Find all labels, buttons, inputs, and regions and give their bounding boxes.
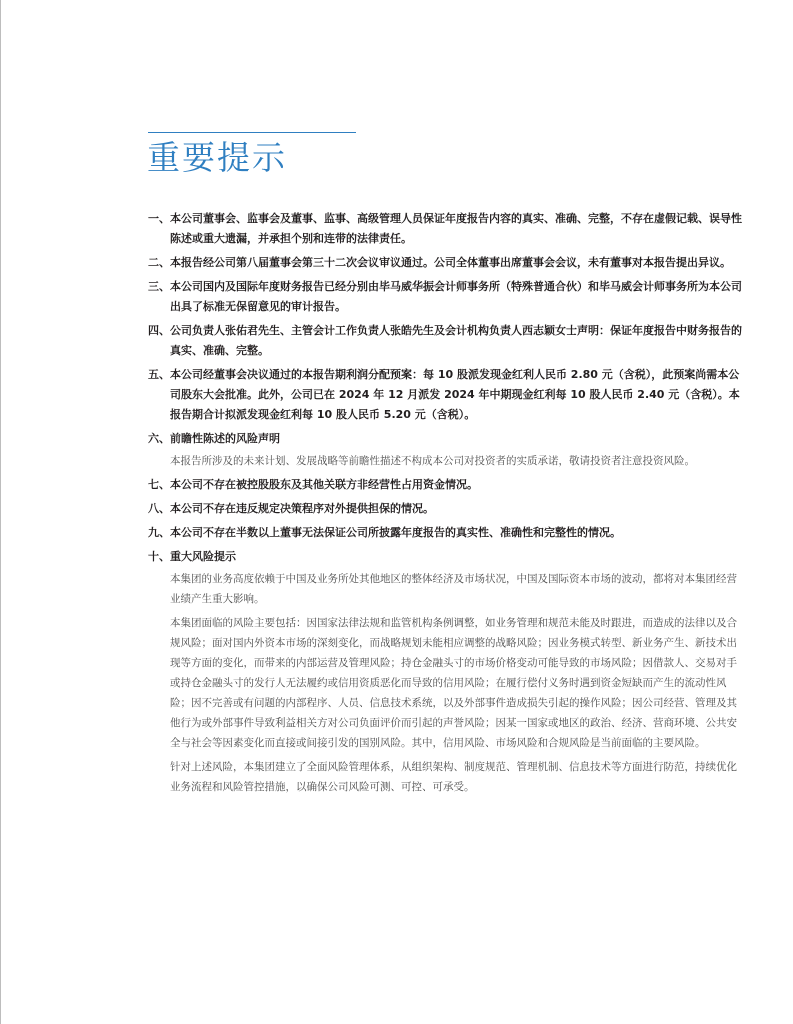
notice-item-2 bbox=[148, 253, 742, 273]
risk-paragraph: 本集团的业务高度依赖于中国及业务所处其他地区的整体经济及市场状况，中国及国际资本市场的波动，都将对本集团经营业绩产生重大影响。 bbox=[170, 573, 737, 605]
section-heading: 重大风险提示 bbox=[170, 550, 236, 563]
item-number: 四、 bbox=[148, 324, 170, 337]
notice-item-3 bbox=[148, 277, 742, 317]
item-text: 本公司不存在被控股股东及其他关联方非经营性占用资金情况。 bbox=[170, 478, 478, 491]
item-text: 本报告经公司第八届董事会第三十二次会议审议通过。公司全体董事出席董事会会议，未有董事对本报告提出异议。 bbox=[170, 256, 731, 269]
item-number: 八、 bbox=[148, 502, 170, 515]
page-title: 重要提示 bbox=[147, 138, 287, 177]
item-number: 五、 bbox=[148, 368, 170, 381]
notice-item-9 bbox=[148, 523, 742, 543]
risk-paragraph: 针对上述风险，本集团建立了全面风险管理体系，从组织架构、制度规范、管理机制、信息技术等方面进行防范，持续优化业务流程和风险管控措施，以确保公司风险可测、可控、可承受。 bbox=[170, 761, 737, 793]
item-text: 本公司经董事会决议通过的本报告期利润分配预案：每 10 股派发现金红利人民币 2.80 元（含税），此预案尚需本公司股东大会批准。此外，公司已在 2024 年 12 月派发 2024 年中期现金红利每 10 股人民币 2.40 元（含税）。本报告期合计拟派发现金红利每 10 股人民币 5.20 元（含税）。 bbox=[170, 368, 740, 421]
item-number: 七、 bbox=[148, 478, 170, 491]
forward-looking-statement: 本报告所涉及的未来计划、发展战略等前瞻性描述不构成本公司对投资者的实质承诺，敬请投资者注意投资风险。 bbox=[170, 455, 695, 467]
notice-item-1 bbox=[148, 209, 742, 249]
notice-item-10 bbox=[148, 547, 742, 567]
item-text: 本公司不存在半数以上董事无法保证公司所披露年度报告的真实性、准确性和完整性的情况。 bbox=[170, 526, 621, 539]
page-left-border bbox=[0, 0, 1, 1024]
item-text: 本公司董事会、监事会及董事、监事、高级管理人员保证年度报告内容的真实、准确、完整，不存在虚假记载、误导性陈述或重大遗漏，并承担个别和连带的法律责任。 bbox=[170, 212, 742, 245]
title-rule bbox=[148, 132, 356, 133]
item-text: 本公司不存在违反规定决策程序对外提供担保的情况。 bbox=[170, 502, 434, 515]
item-number: 三、 bbox=[148, 280, 170, 293]
notice-item-8 bbox=[148, 499, 742, 519]
item-number: 二、 bbox=[148, 256, 170, 269]
item-number: 九、 bbox=[148, 526, 170, 539]
risk-paragraph: 本集团面临的风险主要包括：因国家法律法规和监管机构条例调整，如业务管理和规范未能及时跟进，而造成的法律以及合规风险；面对国内外资本市场的深刻变化，而战略规划未能相应调整的战略风险；因业务模式转型、新业务产生、新技术出现等方面的变化，而带来的内部运营及管理风险；持仓金融头寸的市场价格变动可能导致的市场风险；因借款人、交易对手或持仓金融头寸的发行人无法履约或信用资质恶化而导致的信用风险；在履行偿付义务时遇到资金短缺而产生的流动性风险；因不完善或有问题的内部程序、人员、信息技术系统，以及外部事件造成损失引起的操作风险；因公司经营、管理及其他行为或外部事件导致利益相关方对公司负面评价而引起的声誉风险；因某一国家或地区的政治、经济、营商环境、公共安全与社会等因素变化而直接或间接引发的国别风险。其中，信用风险、市场风险和合规风险是当前面临的主要风险。 bbox=[170, 617, 737, 749]
item-text: 公司负责人张佑君先生、主管会计工作负责人张皓先生及会计机构负责人西志颖女士声明：保证年度报告中财务报告的真实、准确、完整。 bbox=[170, 324, 742, 357]
item-text: 本公司国内及国际年度财务报告已经分别由毕马威华振会计师事务所（特殊普通合伙）和毕马威会计师事务所为本公司出具了标准无保留意见的审计报告。 bbox=[170, 280, 742, 313]
notice-item-6 bbox=[148, 429, 742, 449]
notice-item-4 bbox=[148, 321, 742, 361]
item-number: 一、 bbox=[148, 212, 170, 225]
document-body bbox=[148, 209, 742, 801]
section-heading: 前瞻性陈述的风险声明 bbox=[170, 432, 280, 445]
item-number: 六、 bbox=[148, 432, 170, 445]
notice-item-5 bbox=[148, 365, 742, 425]
item-number: 十、 bbox=[148, 550, 170, 563]
notice-item-7 bbox=[148, 475, 742, 495]
